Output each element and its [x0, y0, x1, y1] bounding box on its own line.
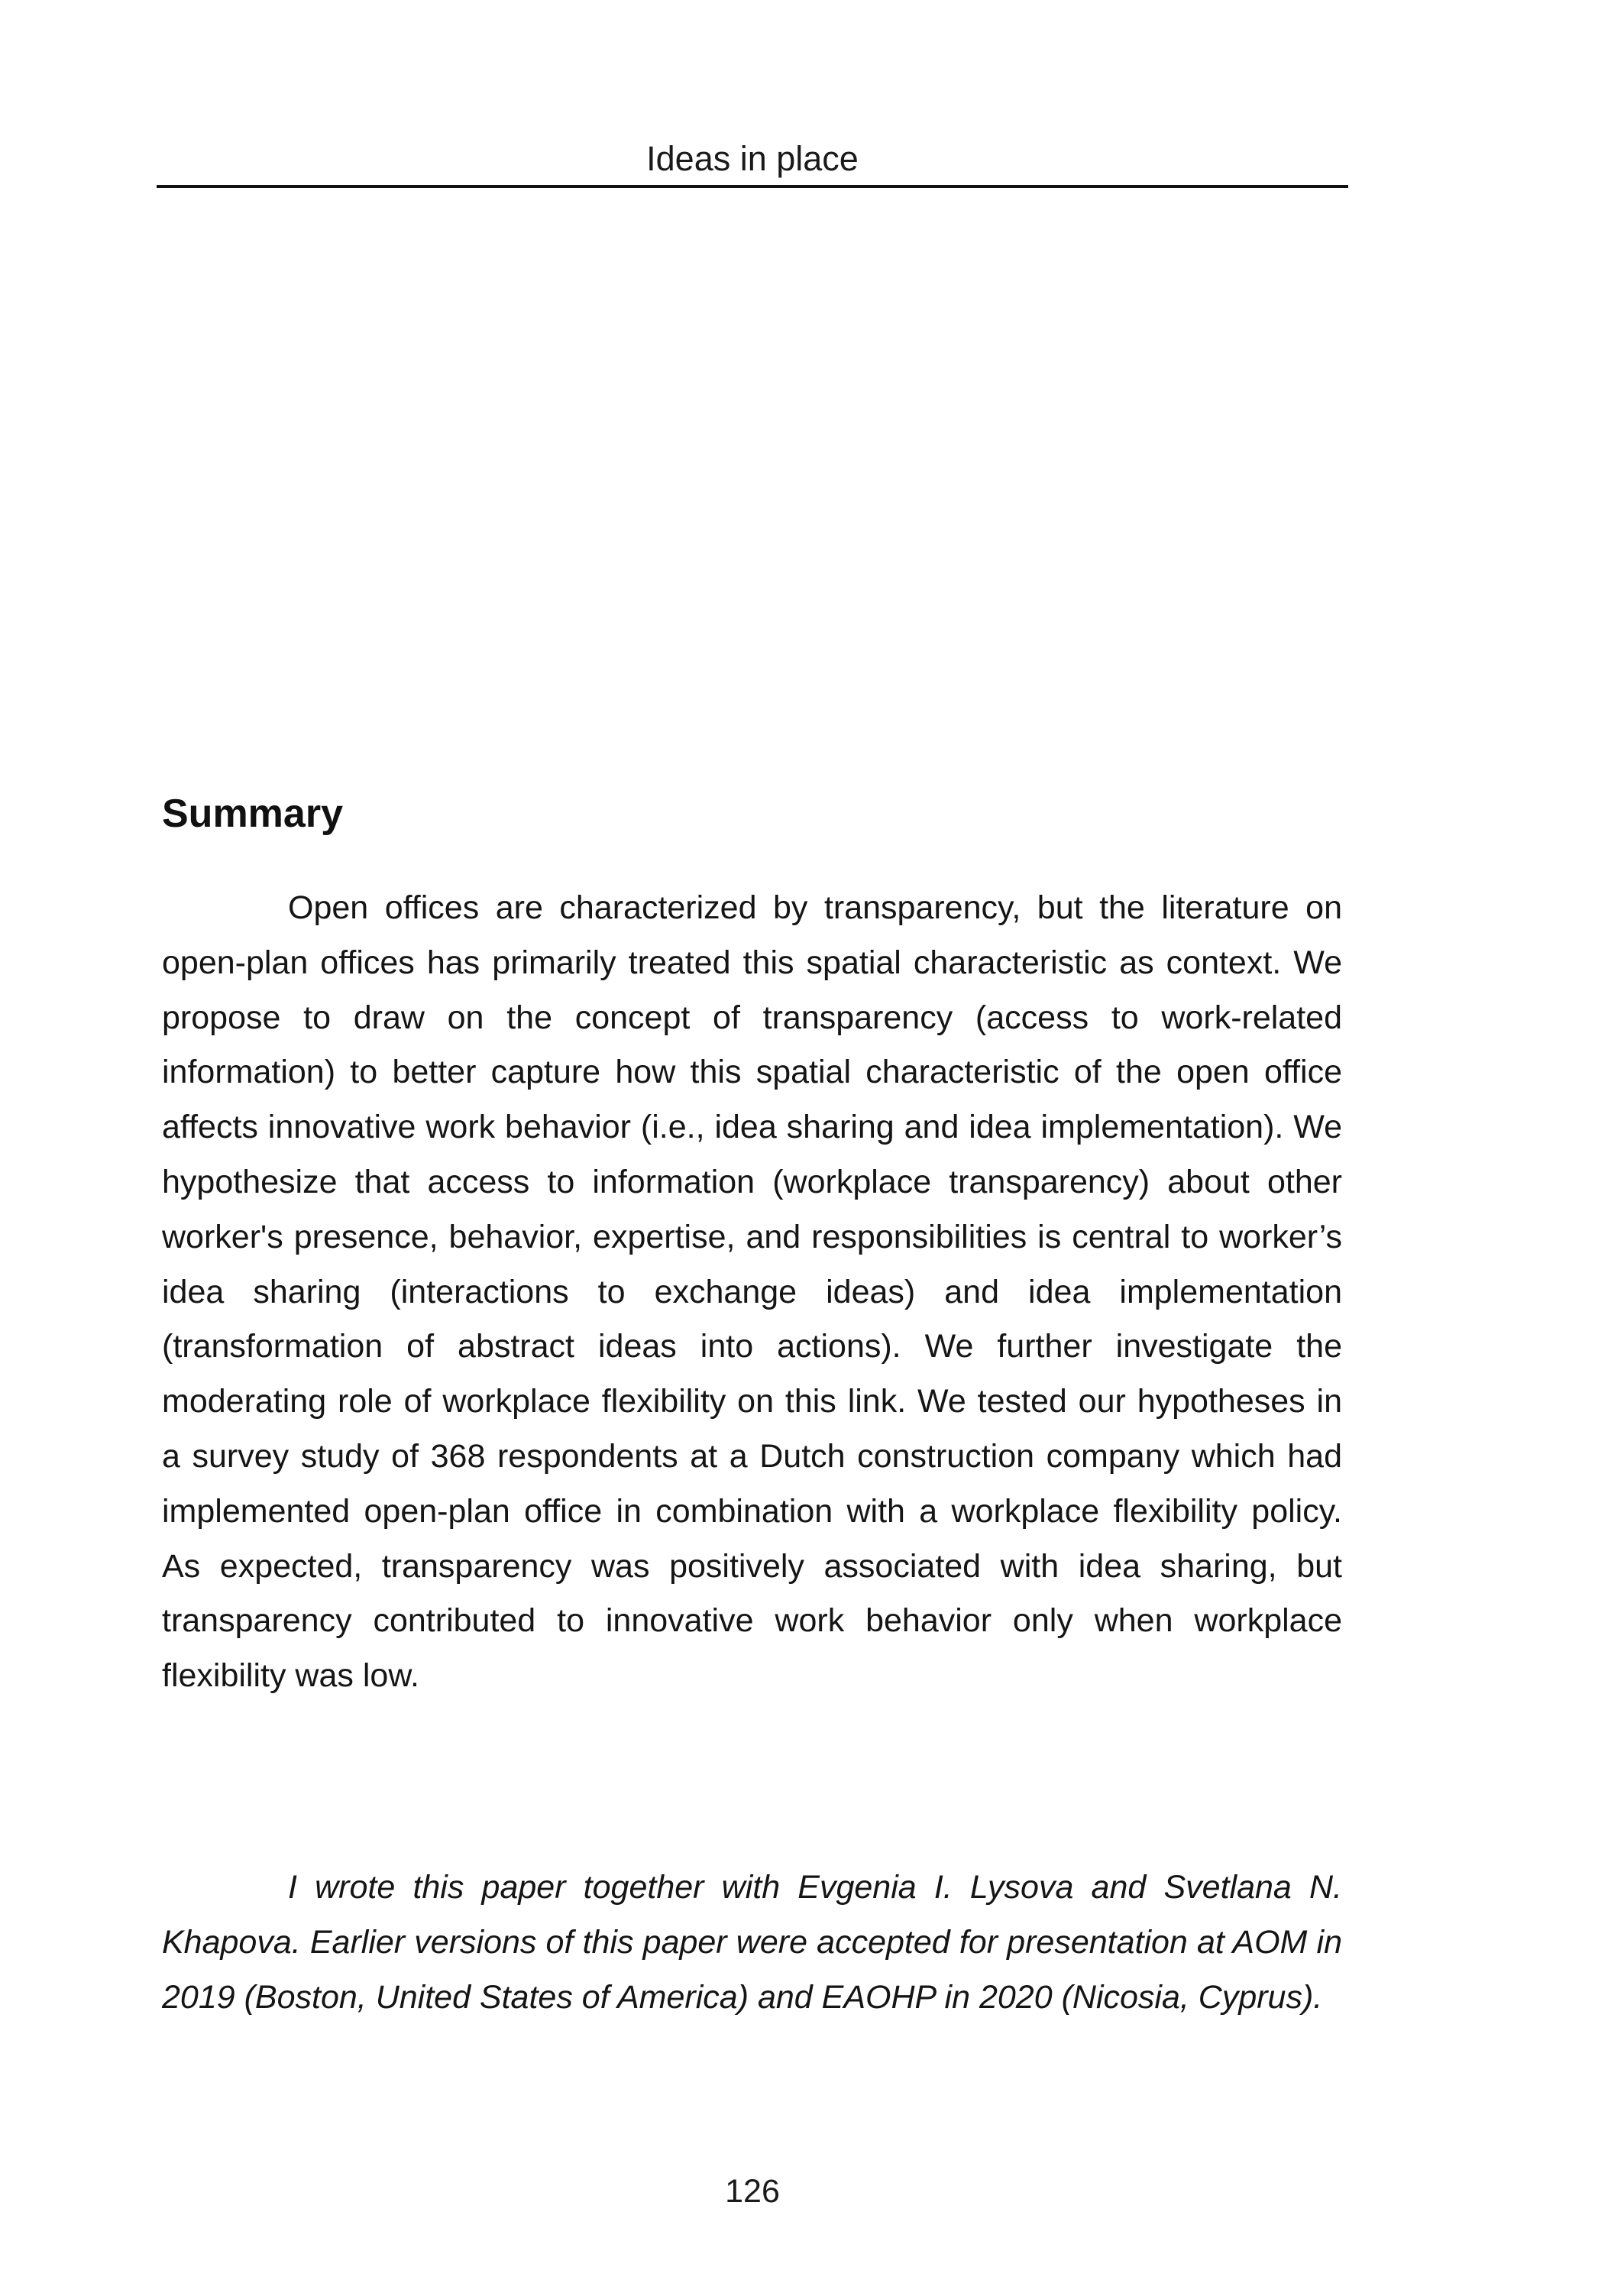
running-header: Ideas in place	[646, 139, 859, 178]
authorship-note-text: I wrote this paper together with Evgenia I. Lysova and Svetlana N. Khapova. Earlier versions of this paper were accepted for presentation at AOM in 2019 (Boston, United States of America) and EAOHP in 2020 (Nicosia, Cyprus).	[162, 1869, 1342, 2016]
authorship-note	[162, 1861, 1342, 2025]
header-rule	[157, 185, 1348, 188]
summary-paragraph-text: Open offices are characterized by transparency, but the literature on open-plan offices has primarily treated this spatial characteristic as context. We propose to draw on the concept of transparency (access to work-related information) to better capture how this spatial characteristic of the open office affects innovative work behavior (i.e., idea sharing and idea implementation). We hypothesize that access to information (workplace transparency) about other worker's presence, behavior, expertise, and responsibilities is central to worker’s idea sharing (interactions to exchange ideas) and idea implementation (transformation of abstract ideas into actions). We further investigate the moderating role of workplace flexibility on this link. We tested our hypotheses in a survey study of 368 respondents at a Dutch construction company which had implemented open-plan office in combination with a workplace flexibility policy. As expected, transparency was positively associated with idea sharing, but transparency contributed to innovative work behavior only when workplace flexibility was low.	[162, 889, 1342, 1695]
section-heading: Summary	[162, 792, 343, 836]
page-number: 126	[725, 2173, 780, 2210]
summary-paragraph	[162, 881, 1342, 1704]
